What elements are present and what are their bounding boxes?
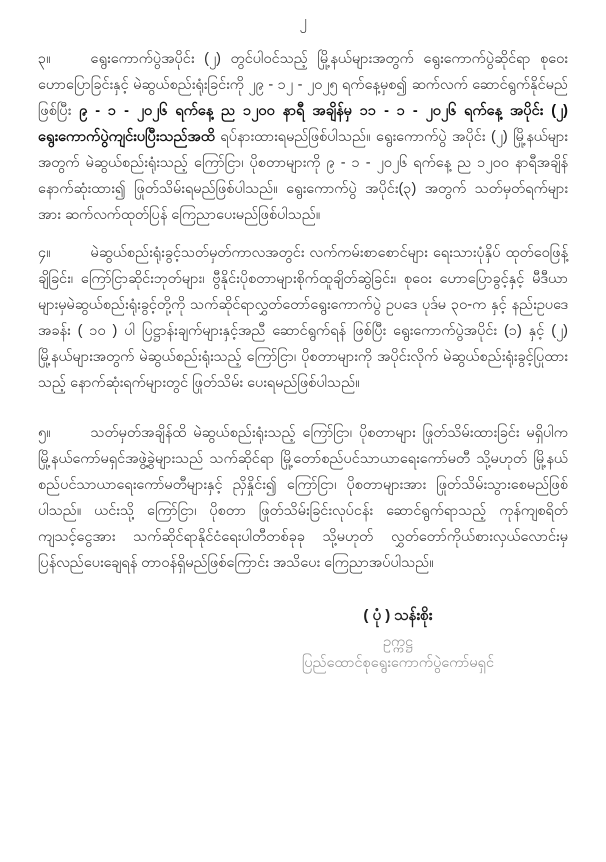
paragraph-5-text-run: သတ်မှတ်အချိန်ထိ မဲဆွယ်စည်းရုံးသည့် ကြော်ငြာ၊ ပိုစတာများ ဖြုတ်သိမ်းထားခြင်း မရှိပါက မြို့နယ်ကော်မရှင်အဖွဲ့ခွဲများသည် သက်ဆိုင်ရာ မြို့တော်စည်ပင်သာယာရေးကော်မတီ သို့မဟုတ် မြို့နယ်စည်ပင်သာယာရေးကော်မတီများနှင့် ညှိနှိုင်း၍ ကြော်ငြာ၊ ပိုစတာများအား ဖြုတ်သိမ်းသွားစေမည်ဖြစ်ပါသည်။ ယင်းသို့ ကြော်ငြာ၊ ပိုစတာ ဖြုတ်သိမ်းခြင်းလုပ်ငန်း ဆောင်ရွက်ရာသည့် ကုန်ကျစရိတ်ကျသင့်ငွေအား သက်ဆိုင်ရာနိုင်ငံရေးပါတီတစ်ခုခု သို့မဟုတ် လွှတ်တော်ကိုယ်စားလှယ်လောင်းမှ ပြန်လည်ပေးချေရန် တာဝန်ရှိမည်ဖြစ်ကြောင်း အသိပေး ကြေညာအပ်ပါသည်။ [38, 425, 568, 571]
paragraph-3-text-run: ရပ်နားထားရမည်ဖြစ်ပါသည်။ ရွေးကောက်ပွဲ အပိုင်း (၂) မြို့နယ်များအတွက် မဲဆွယ်စည်းရုံးသည့် ကြော်ငြာ၊ ပိုစတာများကို ၉ - ၁ - ၂၀၂၆ ရက်နေ့ ည ၁၂၀၀ နာရီအချိန် နောက်ဆုံးထား၍ ဖြုတ်သိမ်းရမည်ဖြစ်ပါသည်။ ရွေးကောက်ပွဲ အပိုင်း(၃) အတွက် သတ်မှတ်ရက်များအား ဆက်လက်ထုတ်ပြန် ကြေညာပေးမည်ဖြစ်ပါသည်။ [38, 129, 568, 223]
paragraph-4 [38, 240, 568, 396]
paragraph-3 [38, 46, 568, 228]
signature-title: ဥက္ကဋ္ဌ [382, 634, 414, 650]
paragraph-5-number: ၅။ [38, 425, 51, 441]
signature-block [228, 604, 568, 674]
signature-organization: ပြည်ထောင်စုရွေးကောက်ပွဲကော်မရှင် [301, 655, 495, 671]
paragraph-3-number: ၃။ [38, 51, 51, 67]
paragraph-3-bold-dates-run: ၉ - ၁ - ၂၀၂၆ ရက်နေ့ ည ၁၂၀၀ နာရီ အချိန်မှ ၁၁ - ၁ - ၂၀၂၆ ရက်နေ့ အပိုင်း (၂) ရွေးကောက်ပွဲကျင်းပပြီးသည်အထိ [38, 103, 568, 145]
signature-name: ( ပုံ ) သန်းစိုး [363, 607, 433, 624]
paragraph-4-text-run: မဲဆွယ်စည်းရုံးခွင့်သတ်မှတ်ကာလအတွင်း လက်ကမ်းစာစောင်များ ရေးသားပုံနှိပ် ထုတ်ဝေဖြန့်ချိခြင်း၊ ကြော်ငြာဆိုင်းဘုတ်များ၊ ဗွီနိုင်းပိုစတာများစိုက်ထူချိတ်ဆွဲခြင်း၊ စုဝေး ဟောပြောခွင့်နှင့် မီဒီယာများမှမဲဆွယ်စည်းရုံးခွင့်တို့ကို သက်ဆိုင်ရာလွှတ်တော်ရွေးကောက်ပွဲ ဥပဒေ ပုဒ်မ ၃၀-က နှင့် နည်းဥပဒေ အခန်း ( ၁၀ ) ပါ ပြဋ္ဌာန်းချက်များနှင့်အညီ ဆောင်ရွက်ရန် ဖြစ်ပြီး ရွေးကောက်ပွဲအပိုင်း (၁) နှင့် (၂) မြို့နယ်များအတွက် မဲဆွယ်စည်းရုံးသည့် ကြော်ငြာ၊ ပိုစတာများကို အပိုင်းလိုက် မဲဆွယ်စည်းရုံးခွင့်ပြုထားသည့် နောက်ဆုံးရက်များတွင် ဖြုတ်သိမ်း ပေးရမည်ဖြစ်ပါသည်။ [38, 245, 568, 391]
paragraph-5 [38, 420, 568, 576]
paragraph-4-number: ၄။ [38, 245, 51, 261]
page-number: ၂ [299, 13, 307, 30]
paragraph-3-text-run: ရွေးကောက်ပွဲအပိုင်း (၂) တွင်ပါဝင်သည့် မြို့နယ်များအတွက် ရွေးကောက်ပွဲဆိုင်ရာ စုဝေးဟောပြောခြင်းနှင့် မဲဆွယ်စည်းရုံးခြင်းကို ၂၉ - ၁၂ - ၂၀၂၅ ရက်နေ့မှစ၍ ဆက်လက် ဆောင်ရွက်နိုင်မည်ဖြစ်ပြီး [38, 51, 568, 119]
